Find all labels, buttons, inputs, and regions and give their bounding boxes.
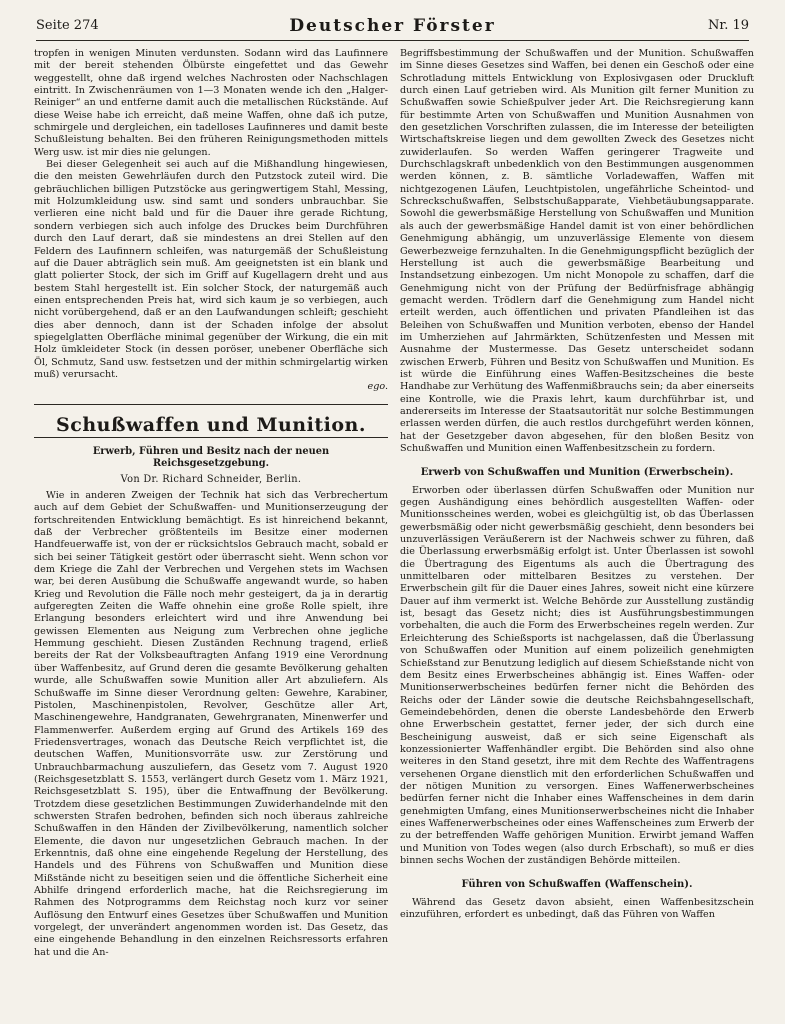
signature: ego. [367, 381, 388, 393]
paragraph: Erworben oder überlassen dürfen Schußwaffen oder Munition nur gegen Aushändigung eines behördlich ausgestellten Waffen- oder Munitionsscheines werden, wobei es gleichgültig ist, ob das Überlassen gewerbsmäßig oder nicht gewerbsmäßig geschieht, denn besonders bei unzuverlässigen Veräußerern ist der Nachweis schwer zu führen, daß die Überlassung erwerbsmäßig erfolgt ist. Unter Überlassen ist sowohl die Übertragung des Eigentums als auch die Übertragung des unmittelbaren oder mittelbaren Besitzes zu verstehen. Der Erwerbschein gilt für die Dauer eines Jahres, soweit nicht eine kürzere Dauer auf ihm vermerkt ist. Welche Behörde zur Ausstellung zuständig ist, besagt das Gesetz nicht; dies ist Ausführungsbestimmungen vorbehalten, die auch die Form des Erwerbscheines regeln werden. Zur Erleichterung des Schießsports ist nachgelassen, daß die Überlassung von Schußwaffen oder Munition auf einem polizeilich genehmigten Schießstand zur Benutzung lediglich auf diesem Schießstande nicht von dem Besitz eines Erwerbscheines abhängig ist. Eines Waffen- oder Munitionserwerbscheines bedürfen ferner nicht die Behörden des Reichs oder der Länder sowie die deutsche Reichsbahngesellschaft, Gemeindebehörden, denen die oberste Landesbehörde den Erwerb ohne Erwerbschein gestattet, ferner jeder, der sich durch eine Bescheinigung ausweist, daß er sich seine Eigenschaft als konzessionierter Waffenhändler ergibt. Die Behörden sind also ohne weiteres in den Stand gesetzt, ihre mit dem Rechte des Waffentragens versehenen Organe dienstlich mit den erforderlichen Schußwaffen und der nötigen Munition zu versorgen. Eines Waffenerwerbscheines bedürfen ferner nicht die Inhaber eines Waffenscheines in dem darin genehmigten Umfang, eines Munitionserwerbscheines nicht die Inhaber eines Waffenerwerbscheines oder eines Waffenscheines zum Erwerb der zu der betreffenden Waffe gehörigen Munition. Erwirbt jemand Waffen und Munition von Todes wegen (also durch Erbschaft), so muß er dies binnen sechs Wochen der zuständigen Behörde mitteilen. [400, 484, 754, 866]
section-heading: Erwerb von Schußwaffen und Munition (Erwerbschein). [420, 467, 734, 479]
paragraph: Wie in anderen Zweigen der Technik hat sich das Verbrechertum auch auf dem Gebiet der Schußwaffen- und Munitionserzeugung der fortschreitenden Entwicklung bemächtigt. Es ist hinreichend bekannt, daß der Verbrecher größtenteils im Besitze einer modernen Handfeuerwaffe ist, von der er rücksichtslos Gebrauch macht, sobald er sich bei seiner Tätigkeit gestört oder überrascht sieht. Wenn schon vor dem Kriege die Zahl der Verbrechen und Vergehen stets im Wachsen war, bei deren Ausübung die Schußwaffe angewandt wurde, so haben Krieg und Revolution die Fälle noch mehr gesteigert, da ja in derartig aufgeregten Zeiten die Waffe ohnehin eine große Rolle spielt, ihre Erlangung besonders erleichtert wird und ihre Anwendung bei gewissen Elementen aus Neigung zum Verbrechen ohne jegliche Hemmung geschieht. Diesen Zuständen Rechnung tragend, erließ bereits der Rat der Volksbeauftragten Anfang 1919 eine Verordnung über Waffenbesitz, auf Grund deren die gesamte Bevölkerung gehalten wurde, alle Schußwaffen sowie Munition aller Art abzuliefern. Als Schußwaffe im Sinne dieser Verordnung gelten: Gewehre, Karabiner, Pistolen, Maschinenpistolen, Revolver, Geschütze aller Art, Maschinengewehre, Handgranaten, Gewehrgranaten, Minenwerfer und Flammenwerfer. Außerdem erging auf Grund des Artikels 169 des Friedensvertrages, wonach das Deutsche Reich verpflichtet ist, die deutschen Waffen, Munitionsvorräte usw. zur Zerstörung und Unbrauchbarmachung auszuliefern, das Gesetz vom 7. August 1920 (Reichsgesetzblatt S. 1553, verlängert durch Gesetz vom 1. März 1921, Reichsgesetzblatt S. 195), über die Entwaffnung der Bevölkerung. Trotzdem diese gesetzlichen Bestimmungen Zuwiderhandelnde mit den schwersten Strafen bedrohen, befinden sich noch überaus zahlreiche Schußwaffen in den Händen der Zivilbevölkerung, namentlich solcher Elemente, die davon nur ungesetzlichen Gebrauch machen. In der Erkenntnis, daß ohne eine eingehende Regelung der Herstellung, des Handels und des Führens von Schußwaffen und Munition diese Mißstände nicht zu beseitigen seien und die öffentliche Sicherheit eine Abhilfe dringend erforderlich mache, hat die Reichsregierung im Rahmen des Notprogramms dem Reichstag noch kurz vor seiner Auflösung den Entwurf eines Gesetzes über Schußwaffen und Munition vorgelegt, der unverändert angenommen worden ist. Das Gesetz, das eine eingehende Behandlung in den einzelnen Reichsressorts erfahren hat und die An- [34, 490, 388, 958]
article-title: Schußwaffen und Munition. [34, 419, 388, 438]
issue-number: Nr. 19 [708, 18, 749, 33]
paragraph: Begriffsbestimmung der Schußwaffen und der Munition. Schußwaffen im Sinne dieses Gesetzes sind Waffen, bei denen ein Geschoß oder eine Schrotladung mittels Entwicklung von Explosivgasen oder Druckluft durch einen Lauf getrieben wird. Als Munition gilt ferner Munition zu Schußwaffen sowie Schießpulver jeder Art. Die Reichsregierung kann für bestimmte Arten von Schußwaffen und Munition Ausnahmen von den gesetzlichen Vorschriften zulassen, die im Interesse der beteiligten Wirtschaftskreise liegen und dem gewollten Zweck des Gesetzes nicht zuwiderlaufen. So werden Waffen geringerer Tragweite und Durchschlagskraft unbedenklich von den Bestimmungen ausgenommen werden können, z. B. sämtliche Vorladewaffen, Waffen mit nichtgezogenen Läufen, Leuchtpistolen, ungefährliche Scheintod- und Schreckschußwaffen, Selbstschußapparate, Viehbetäubungsapparate. Sowohl die gewerbsmäßige Herstellung von Schußwaffen und Munition als auch der gewerbsmäßige Handel damit ist von einer behördlichen Genehmigung abhängig, um unzuverlässige Elemente von diesem Gewerbezweige fernzuhalten. In die Genehmigungspflicht bezüglich der Herstellung ist auch die gewerbsmäßige Bearbeitung und Instandsetzung einbezogen. Um nicht Monopole zu schaffen, darf die Genehmigung nicht von der Prüfung der Bedürfnisfrage abhängig gemacht werden. Trödlern darf die Genehmigung zum Handel nicht erteilt werden, auch öffentlichen und privaten Pfandleihen ist das Beleihen von Schußwaffen und Munition verboten, ebenso der Handel im Umherziehen auf Jahrmärkten, Schützenfesten und Messen mit Ausnahme der Mustermesse. Das Gesetz unterscheidet sodann zwischen Erwerb, Führen und Besitz von Schußwaffen und Munition. Es ist würde die Einführung eines Waffen-Besitzscheines die beste Handhabe zur Verhütung des Waffenmißbrauchs sein; da aber einerseits eine Kontrolle, wie die Praxis lehrt, kaum durchführbar ist, und andererseits im Interesse der Staatsautorität nur solche Bestimmungen erlassen werden dürfen, die auch restlos durchgeführt werden können, hat der Gesetzgeber davon abgesehen, für den bloßen Besitz von Schußwaffen und Munition einen Waffenbesitzschein zu fordern. [400, 48, 754, 454]
divider [34, 404, 388, 405]
right-column [400, 48, 754, 1016]
paragraph: tropfen in wenigen Minuten verdunsten. Sodann wird das Laufinnere mit der bereit stehenden Ölbürste eingefettet und das Gewehr weggestellt, ohne daß irgend welches Nachrosten oder Nachschlagen eintritt. In Zwischenräumen von 1—3 Monaten wende ich den „Halger-Reiniger“ an und entferne damit auch die metallischen Rückstände. Auf diese Weise habe ich erreicht, daß meine Waffen, ohne daß ich putze, schmirgele und dergleichen, ein tadelloses Laufinneres und damit beste Schußleistung behalten. Bei den früheren Reinigungsmethoden mittels Werg usw. ist mir dies nie gelungen. [34, 48, 388, 158]
journal-title: Deutscher Förster [289, 16, 496, 36]
paragraph: Bei dieser Gelegenheit sei auch auf die Mißhandlung hingewiesen, die den meisten Gewehrläufen durch den Putzstock zuteil wird. Die gebräuchlichen billigen Putzstöcke aus geringwertigem Stahl, Messing, mit Holzumkleidung usw. sind samt und sonders unbrauchbar. Sie verlieren eine nicht bald und für die Dauer ihre gerade Richtung, sondern verbiegen sich auch infolge des Druckes beim Durchführen durch den Lauf derart, daß sie mindestens an drei Stellen auf den Feldern des Laufinnern schleifen, was naturgemäß der Schußleistung auf die Dauer abträglich sein muß. Am geeignetsten ist ein blank und glatt polierter Stock, der sich im Griff auf Kugellagern dreht und aus bestem Stahl hergestellt ist. Ein solcher Stock, der naturgemäß auch einen entsprechenden Preis hat, wird sich kaum je so verbiegen, auch nicht vorübergehend, daß er an den Laufwandungen schleift; geschieht dies aber dennoch, dann ist der Schaden infolge der absolut spiegelglatten Oberfläche minimal gegenüber der Wirkung, die ein mit Holz ümkleideter Stock (in dessen poröser, unebener Oberfläche sich Öl, Schmutz, Sand usw. festsetzen und der mithin schmirgelartig wirken muß) verursacht. [34, 159, 388, 380]
paragraph: Während das Gesetz davon absieht, einen Waffenbesitzschein einzuführen, erfordert es unbedingt, daß das Führen von Waffen [400, 896, 754, 921]
article-author: Von Dr. Richard Schneider, Berlin. [120, 473, 302, 485]
page-number: Seite 274 [36, 18, 99, 33]
article-subtitle: Erwerb, Führen und Besitz nach der neuen Reichsgesetzgebung. [92, 445, 330, 470]
page-header [36, 14, 749, 41]
left-column [34, 48, 388, 1016]
section-heading: Führen von Schußwaffen (Waffenschein). [461, 879, 693, 891]
